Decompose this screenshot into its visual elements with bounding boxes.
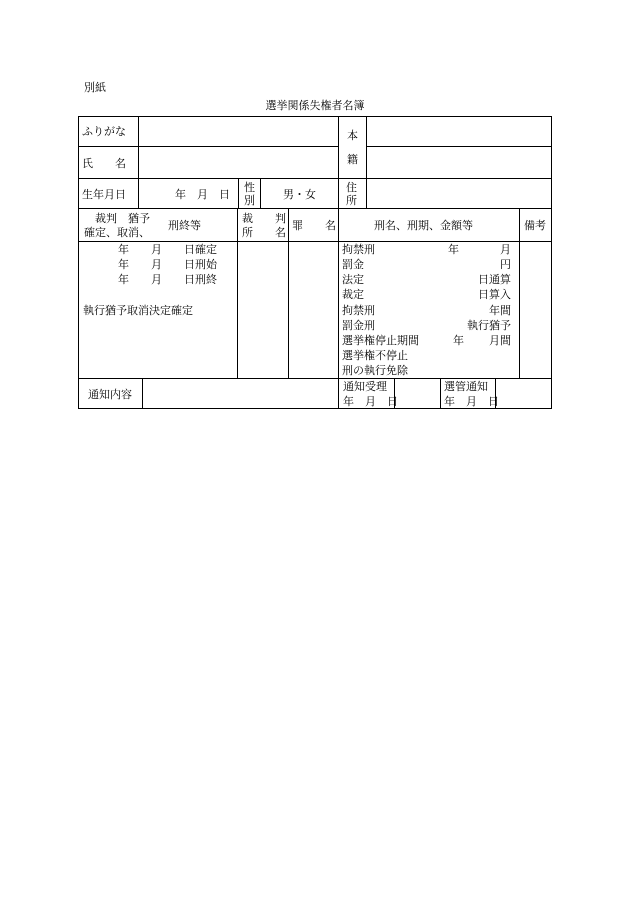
document-title: 選挙関係失権者名簿 <box>265 99 365 112</box>
notice-content-label: 通知内容 <box>88 388 132 401</box>
penalty-row-mid[interactable]: 年 <box>448 243 459 256</box>
sex-options[interactable]: 男・女 <box>283 188 316 201</box>
penalty-row-left: 拘禁刑 <box>342 304 375 317</box>
honseki-label-bottom: 籍 <box>347 153 358 166</box>
honseki-label-top: 本 <box>347 129 358 142</box>
crime-field[interactable] <box>289 242 338 378</box>
date-row-start[interactable]: 年 月 日刑始 <box>118 258 217 271</box>
suspension-revocation-label: 執行猶予取消決定確定 <box>83 304 193 317</box>
address-label-top: 住 <box>346 181 357 194</box>
penalty-row-right[interactable]: 年間 <box>489 304 511 317</box>
court-header-bottom: 所 名 <box>242 226 286 239</box>
penalty-header: 刑名、刑期、金額等 <box>374 219 473 232</box>
address-field[interactable] <box>367 179 550 208</box>
remarks-field[interactable] <box>520 242 551 378</box>
honseki-field-top[interactable] <box>367 117 550 146</box>
penalty-row-left: 裁定 <box>342 288 364 301</box>
notice-sent-date[interactable]: 年 月 日 <box>444 395 499 408</box>
penalty-row-right[interactable]: 円 <box>500 258 511 271</box>
notice-received-date[interactable]: 年 月 日 <box>343 395 398 408</box>
penalty-row-left: 選挙権不停止 <box>342 349 408 362</box>
notice-sent-label: 選管通知 <box>444 380 488 393</box>
penalty-row-right[interactable]: 日算入 <box>478 288 511 301</box>
court-field[interactable] <box>238 242 288 378</box>
penalty-row-left: 拘禁刑 <box>342 243 375 256</box>
notice-received-field[interactable] <box>395 379 440 408</box>
date-header-line3: 刑終等 <box>168 219 201 232</box>
penalty-row-mid[interactable]: 年 <box>453 334 464 347</box>
date-row-end[interactable]: 年 月 日刑終 <box>118 273 217 286</box>
birthdate-value[interactable]: 年 月 日 <box>175 188 230 201</box>
date-row-confirmed[interactable]: 年 月 日確定 <box>118 243 217 256</box>
birthdate-label: 生年月日 <box>82 188 126 201</box>
penalty-row-left: 罰金 <box>342 258 364 271</box>
penalty-row-left: 選挙権停止期間 <box>342 334 419 347</box>
penalty-row-right[interactable]: 月 <box>500 243 511 256</box>
sex-label-top: 性 <box>244 181 255 194</box>
penalty-row-left: 罰金刑 <box>342 319 375 332</box>
notice-content-field[interactable] <box>143 379 338 408</box>
furigana-label: ふりがな <box>82 125 126 138</box>
penalty-row-right[interactable]: 執行猶予 <box>467 319 511 332</box>
remarks-header: 備考 <box>524 219 546 232</box>
crime-header: 罪 名 <box>292 219 336 232</box>
notice-received-label: 通知受理 <box>343 380 387 393</box>
sex-label-bottom: 別 <box>244 194 255 207</box>
address-label-bottom: 所 <box>346 194 357 207</box>
notice-sent-field[interactable] <box>496 379 551 408</box>
name-field[interactable] <box>139 147 337 177</box>
furigana-field[interactable] <box>139 117 337 146</box>
penalty-row-left: 刑の執行免除 <box>342 364 408 377</box>
honseki-field-bottom[interactable] <box>367 147 550 177</box>
penalty-row-left: 法定 <box>342 273 364 286</box>
penalty-row-right[interactable]: 日通算 <box>478 273 511 286</box>
name-label: 氏 名 <box>82 157 126 170</box>
court-header-top: 裁 判 <box>242 212 286 225</box>
date-header-line2: 確定、取消、 <box>84 226 150 239</box>
penalty-row-right[interactable]: 月間 <box>489 334 511 347</box>
attachment-label: 別紙 <box>84 81 106 94</box>
date-header-line1: 裁判 猶予 <box>95 212 150 225</box>
